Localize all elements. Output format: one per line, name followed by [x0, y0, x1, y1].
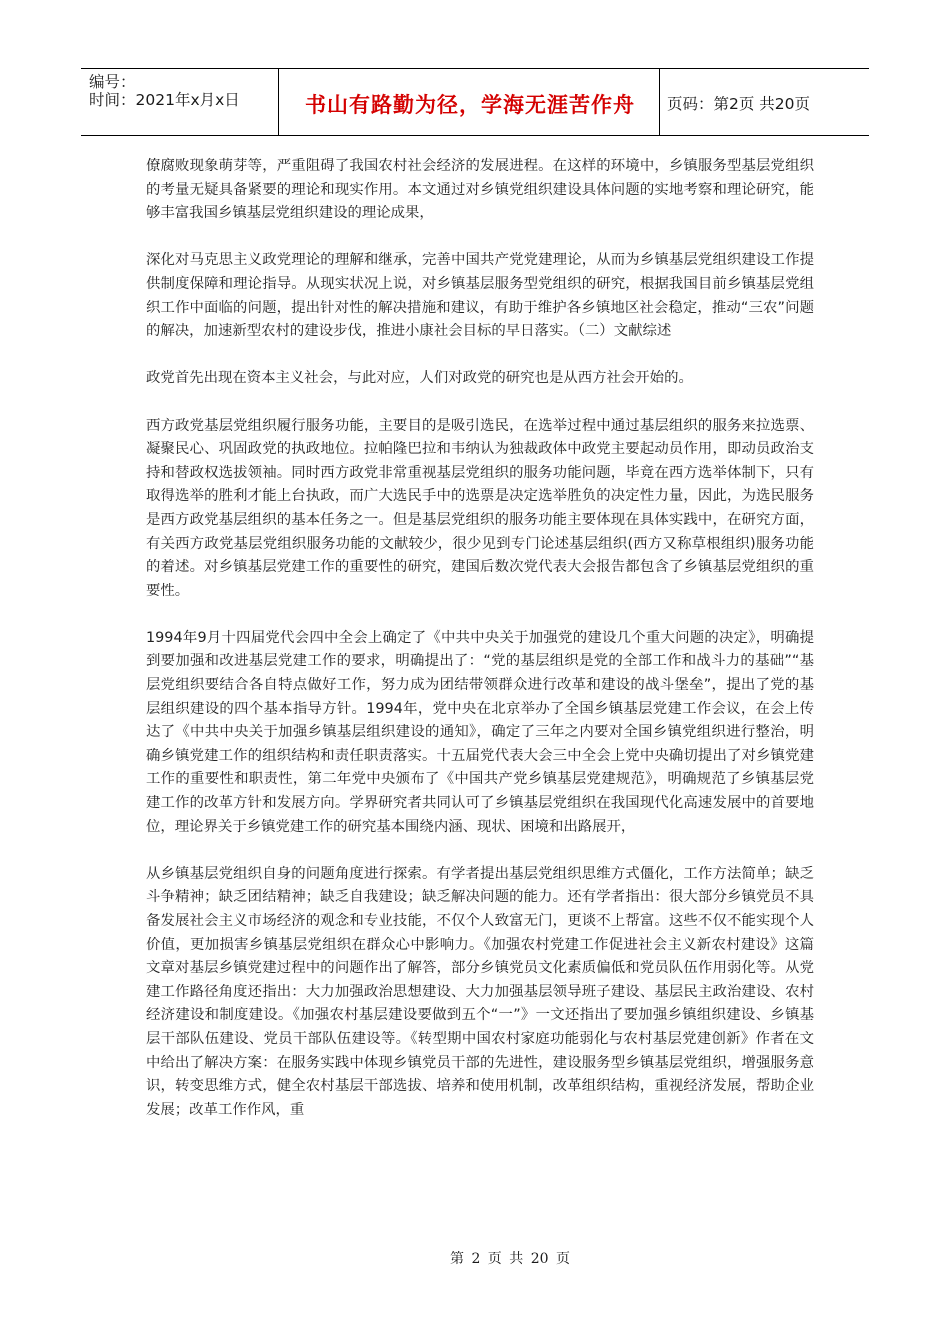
- paragraph: 僚腐败现象萌芽等，严重阻碍了我国农村社会经济的发展进程。在这样的环境中，乡镇服务型基层党组织的考量无疑具备紧要的理论和现实作用。本文通过对乡镇党组织建设具体问题的实地考察和理论研究，能够丰富我国乡镇基层党组织建设的理论成果，: [146, 158, 814, 222]
- page-header: [81, 68, 869, 136]
- paragraph: 政党首先出现在资本主义社会，与此对应，人们对政党的研究也是从西方社会开始的。: [146, 370, 693, 387]
- time-label: 时间：2021年x月x日: [89, 91, 240, 109]
- document-body: [146, 155, 814, 1146]
- paragraph: 西方政党基层党组织履行服务功能，主要目的是吸引选民，在选举过程中通过基层组织的服务来拉选票、凝聚民心、巩固政党的执政地位。拉帕隆巴拉和韦纳认为独裁政体中政党主要起动员作用，即动员政治支持和替政权选拔领袖。同时西方政党非常重视基层党组织的服务功能问题，毕竟在西方选举体制下，只有取得选举的胜利才能上台执政，而广大选民手中的选票是决定选举胜负的决定性力量，因此，为选民服务是西方政党基层组织的基本任务之一。但是基层党组织的服务功能主要体现在具体实践中，在研究方面，有关西方政党基层党组织服务功能的文献较少，很少见到专门论述基层组织(西方又称草根组织)服务功能的着述。对乡镇基层党建工作的重要性的研究，建国后数次党代表大会报告都包含了乡镇基层党组织的重要性。: [146, 417, 814, 599]
- header-meta: [89, 73, 240, 109]
- header-motto: 书山有路勤为径，学海无涯苦作舟: [305, 93, 635, 117]
- paragraph: 从乡镇基层党组织自身的问题角度进行探索。有学者提出基层党组织思维方式僵化，工作方法简单；缺乏斗争精神；缺乏团结精神；缺乏自我建设；缺乏解决问题的能力。还有学者指出：很大部分乡镇党员不具备发展社会主义市场经济的观念和专业技能，不仅个人致富无门，更谈不上帮富。这些不仅不能实现个人价值，更加损害乡镇基层党组织在群众心中影响力。《加强农村党建工作促进社会主义新农村建设》这篇文章对基层乡镇党建过程中的问题作出了解答，部分乡镇党员文化素质偏低和党员队伍作用弱化等。从党建工作路径角度还指出：大力加强政治思想建设、大力加强基层领导班子建设、基层民主政治建设、农村经济建设和制度建设。《加强农村基层建设要做到五个“一”》一文还指出了要加强乡镇组织建设、乡镇基层干部队伍建设、党员干部队伍建设等。《转型期中国农村家庭功能弱化与农村基层党建创新》作者在文中给出了解决方案：在服务实践中体现乡镇党员干部的先进性，建设服务型乡镇基层党组织，增强服务意识，转变思维方式，健全农村基层干部选拔、培养和使用机制，改革组织结构，重视经济发展，帮助企业发展；改革工作作风，重: [146, 865, 814, 1118]
- paragraph: 1994年9月十四届党代会四中全会上确定了《中共中央关于加强党的建设几个重大问题的决定》，明确提到要加强和改进基层党建工作的要求，明确提出了：“党的基层组织是党的全部工作和战斗力的基础”“基层党组织要结合各自特点做好工作，努力成为团结带领群众进行改革和建设的战斗堡垒”，提出了党的基层组织建设的四个基本指导方针。1994年，党中央在北京举办了全国乡镇基层党建工作会议，在会上传达了《中共中央关于加强乡镇基层组织建设的通知》，确定了三年之内要对全国乡镇党组织进行整治，明确乡镇党建工作的组织结构和责任职责落实。十五届党代表大会三中全会上党中央确切提出了对乡镇党建工作的重要性和职责性，第二年党中央颁布了《中国共产党乡镇基层党建规范》，明确规范了乡镇基层党建工作的改革方针和发展方向。学界研究者共同认可了乡镇基层党组织在我国现代化高速发展中的首要地位，理论界关于乡镇党建工作的研究基本围绕内涵、现状、困境和出路展开，: [146, 629, 814, 835]
- header-page-number: 页码：第2页 共20页: [667, 95, 811, 113]
- page-footer: 第 2 页 共 20 页: [450, 1251, 570, 1267]
- header-divider-right: [659, 69, 660, 135]
- serial-label: 编号：: [89, 73, 136, 91]
- header-divider-left: [278, 69, 279, 135]
- paragraph: 深化对马克思主义政党理论的理解和继承，完善中国共产党党建理论，从而为乡镇基层党组织建设工作提供制度保障和理论指导。从现实状况上说，对乡镇基层服务型党组织的研究，根据我国目前乡镇基层党组织工作中面临的问题，提出针对性的解决措施和建议，有助于维护各乡镇地区社会稳定，推动“三农”问题的解决，加速新型农村的建设步伐，推进小康社会目标的早日落实。（二）文献综述: [146, 252, 814, 340]
